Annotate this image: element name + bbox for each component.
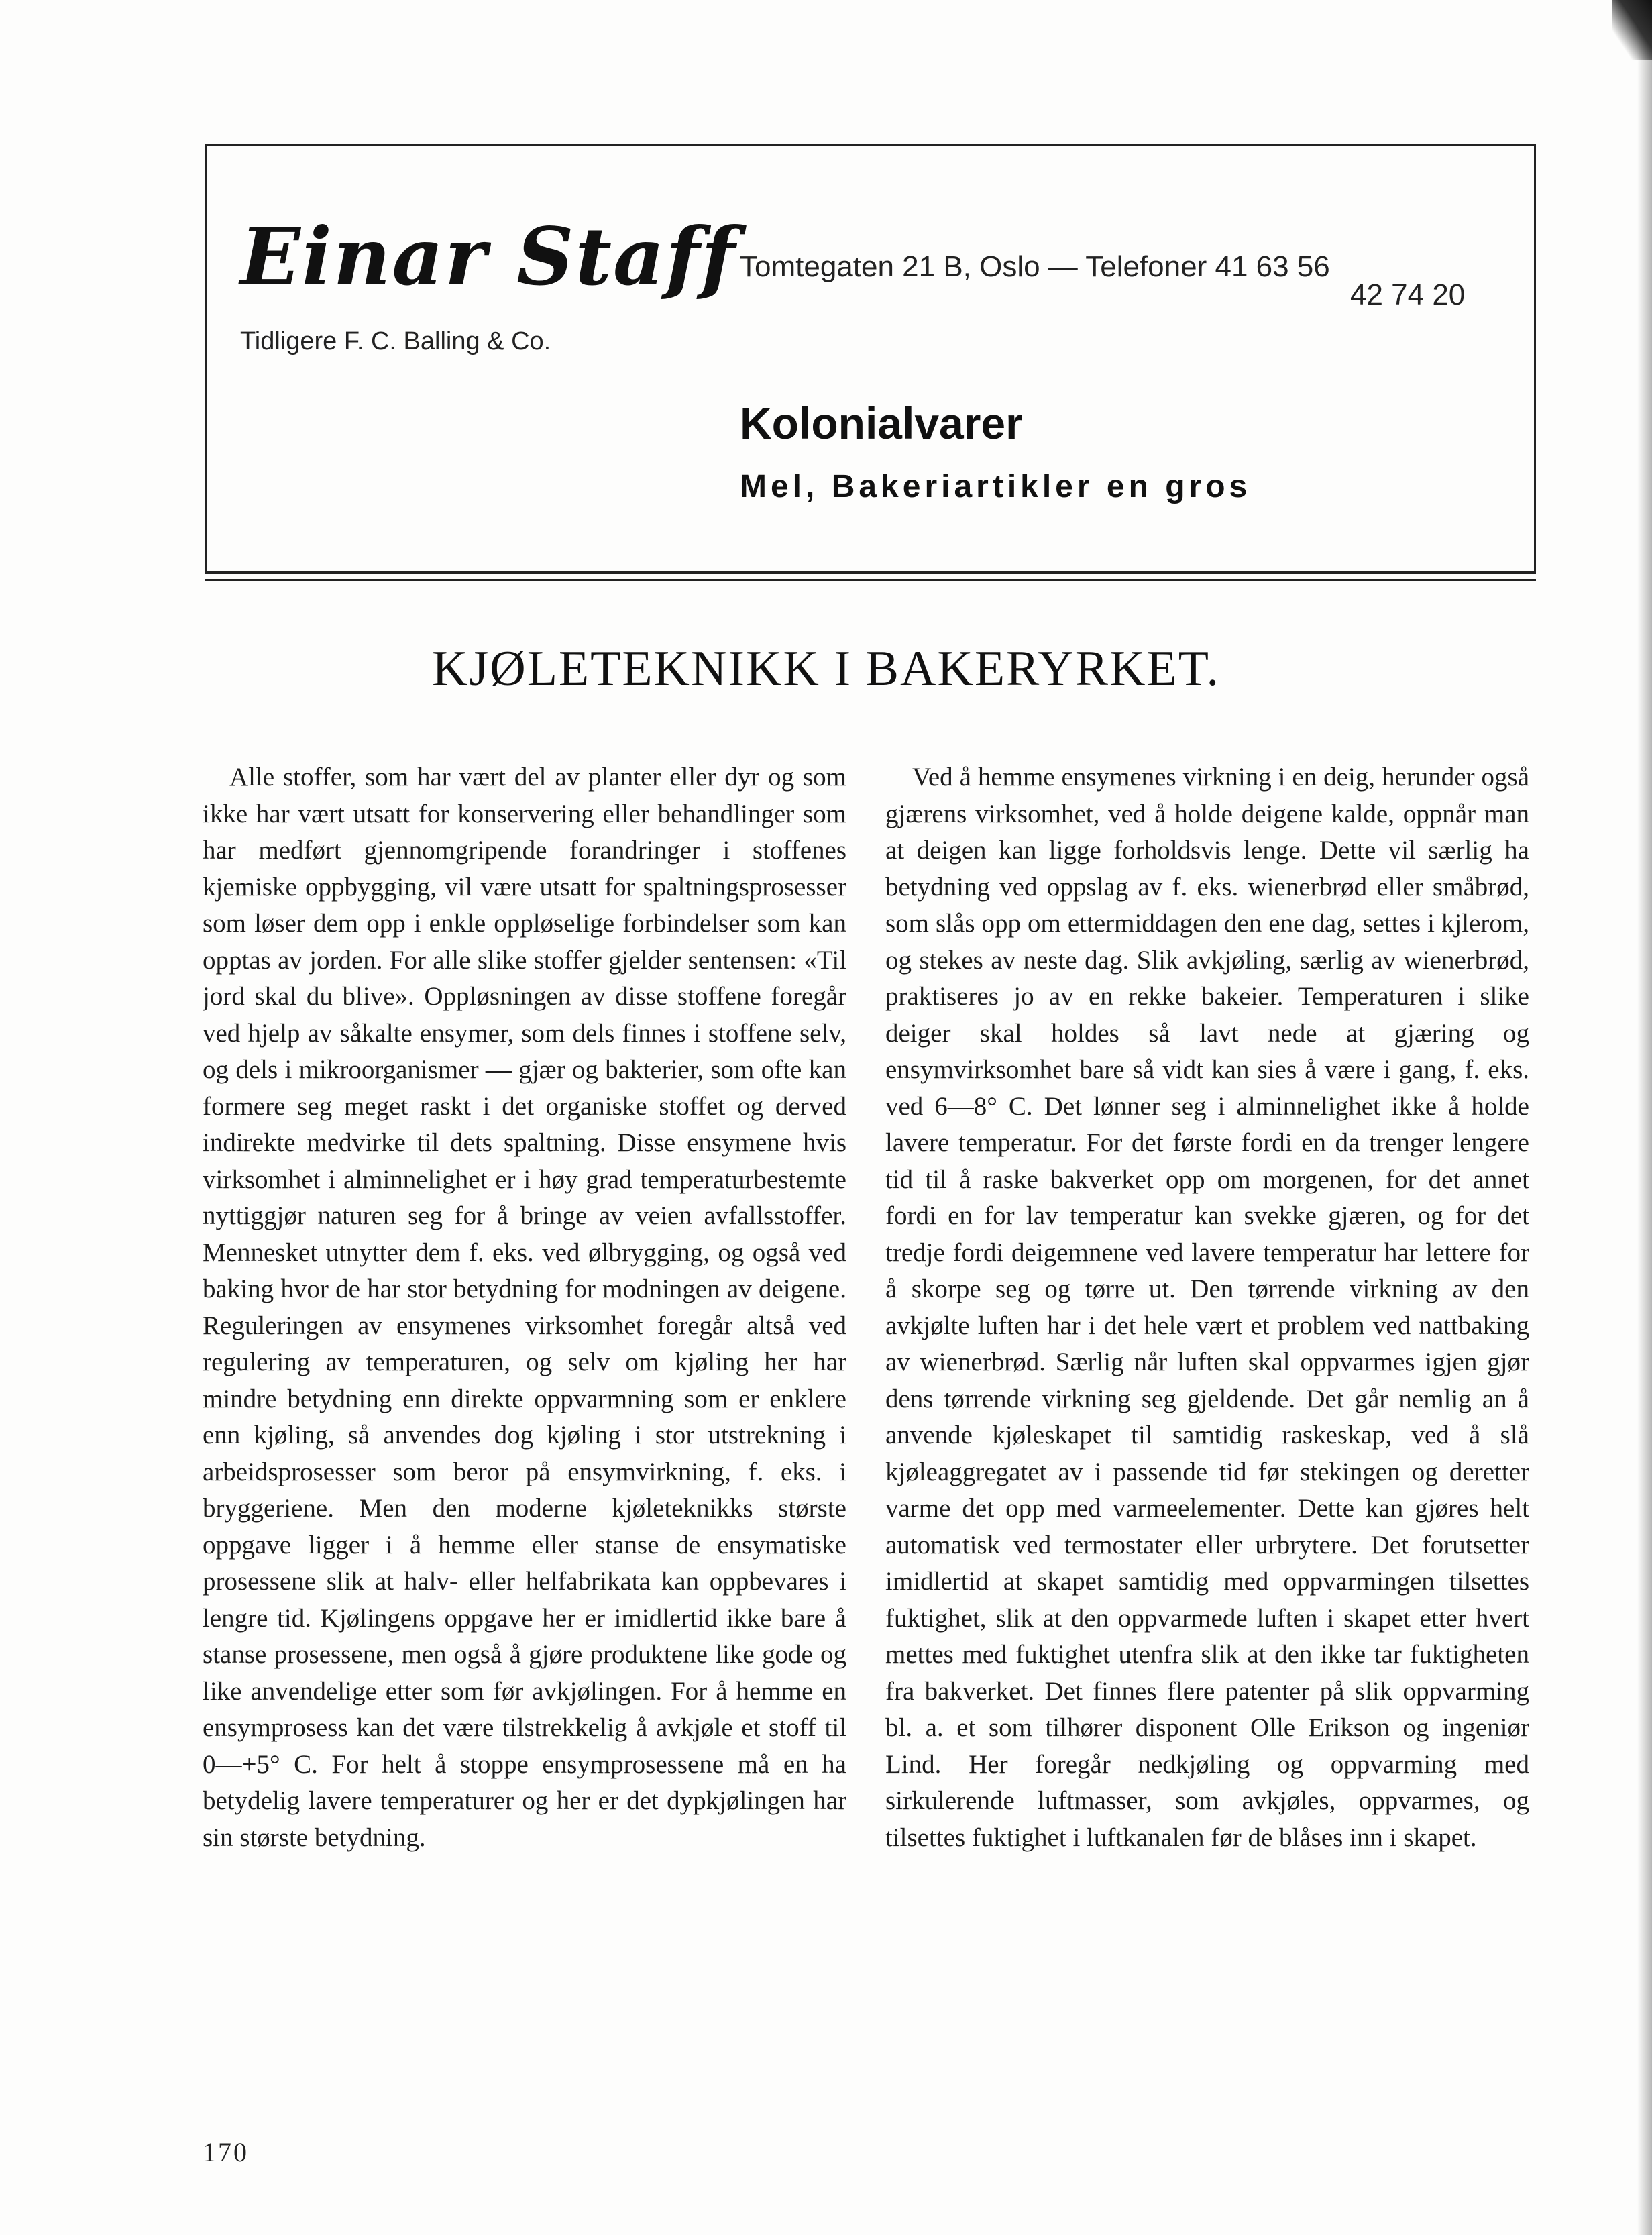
page-edge-shadow [1637,0,1652,2235]
article-paragraph-right: Ved å hemme ensymenes virkning i en deig, herunder også gjærens virksomhet, ved å holde deigene kalde, oppnår man at deigen kan ligge forholdsvis lenge. Dette vil særlig ha betydning ved oppslag av f. eks. wienerbrød eller småbrød, som slås opp om ettermiddagen den ene dag, settes i kjlerom, og stekes av neste dag. Slik avkjøling, særlig av wienerbrød, praktiseres jo av en rekke bakeier. Temperaturen i slike deiger skal holdes så lavt nede at gjæring og ensymvirksomhet bare så vidt kan sies å være i gang, f. eks. ved 6—8° C. Det lønner seg i alminnelighet ikke å holde lavere temperatur. For det første fordi en da trenger lengere tid til å raske bakverket opp om morgenen, for det annet fordi en for lav temperatur kan svekke gjæren, og for det tredje fordi deigemnene ved lavere temperatur har lettere for å skorpe seg og tørre ut. Den tørrende virkning av den avkjølte luften har i det hele vært et problem ved nattbaking av wienerbrød. Særlig når luften skal oppvarmes igjen gjør dens tørrende virkning seg gjeldende. Det går nemlig an å anvende kjøleskapet til samtidig raskeskap, ved å slå kjøleaggregatet av i passende tid før stekingen og deretter varme det opp med varmeelementer. Dette kan gjøres helt automatisk ved termostater eller urbrytere. Det forutsetter imidlertid at skapet samtidig med oppvarmingen tilsettes fuktighet, slik at den oppvarmede luften i skapet etter hvert mettes med fuktighet utenfra slik at den ikke tar fuktigheten fra bakverket. Det finnes flere patenter på slik oppvarming bl. a. et som tilhører disponent Olle Erikson og ingeniør Lind. Her foregår nedkjøling og oppvarming med sirkulerende luftmasser, som avkjøles, oppvarmes, og tilsettes fuktighet i luftkanalen før de blåses inn i skapet. [885,763,1529,1852]
ad-phone-secondary: 42 74 20 [1350,278,1466,311]
page-corner-shadow [1612,0,1652,60]
ad-address: Tomtegaten 21 B, Oslo — Telefoner 41 63 56 [740,250,1330,283]
ad-bottom-rule [205,579,1536,581]
page-number: 170 [203,2137,249,2167]
article-title: KJØLETEKNIKK I BAKERYRKET. [432,641,1220,696]
advertisement-box [205,144,1536,574]
article-column-right [885,759,1529,2094]
article-paragraph-left: Alle stoffer, som har vært del av planter eller dyr og som ikke har vært utsatt for konservering eller behandlinger som har medført gjennomgripende forandringer i stoffenes kjemiske oppbygging, vil være utsatt for spaltningsprosesser som løser dem opp i enkle oppløselige forbindelser som kan opptas av jorden. For alle slike stoffer gjelder sentensen: «Til jord skal du blive». Oppløsningen av disse stoffene foregår ved hjelp av såkalte ensymer, som dels finnes i stoffene selv, og dels i mikroorganismer — gjær og bakterier, som ofte kan formere seg meget raskt i det organiske stoffet og derved indirekte medvirke til dets spaltning. Disse ensymene hvis virksomhet i alminnelighet er i høy grad temperaturbestemte nyttiggjør naturen seg for å bringe av veien avfallsstoffer. Mennesket utnytter dem f. eks. ved ølbrygging, og også ved baking hvor de har stor betydning for modningen av deigene. Reguleringen av ensymenes virksomhet foregår altså ved regulering av temperaturen, og selv om kjøling her har mindre betydning enn direkte oppvarmning som er enklere enn kjøling, så anvendes dog kjøling i stor utstrekning i arbeidsprosesser som beror på ensymvirkning, f. eks. i bryggeriene. Men den moderne kjøleteknikks største oppgave ligger i å hemme eller stanse de ensymatiske prosessene slik at halv- eller helfabrikata kan oppbevares i lengre tid. Kjølingens oppgave her er imidlertid ikke bare å stanse prosessene, men også å gjøre produktene like gode og like anvendelige etter som før avkjølingen. For å hemme en ensymprosess kan det være tilstrekkelig å avkjøle et stoff til 0—+5° C. For helt å stoppe ensymprosessene må en ha betydelig lavere temperaturer og her er det dypkjølingen har sin største betydning. [203,763,846,1852]
ad-headline: Kolonialvarer [740,398,1023,448]
article-column-left [203,759,846,2094]
ad-tagline: Mel, Bakeriartikler en gros [740,469,1252,504]
ad-former-name: Tidligere F. C. Balling & Co. [240,327,551,356]
ad-logo: Einar Staff [240,210,736,303]
